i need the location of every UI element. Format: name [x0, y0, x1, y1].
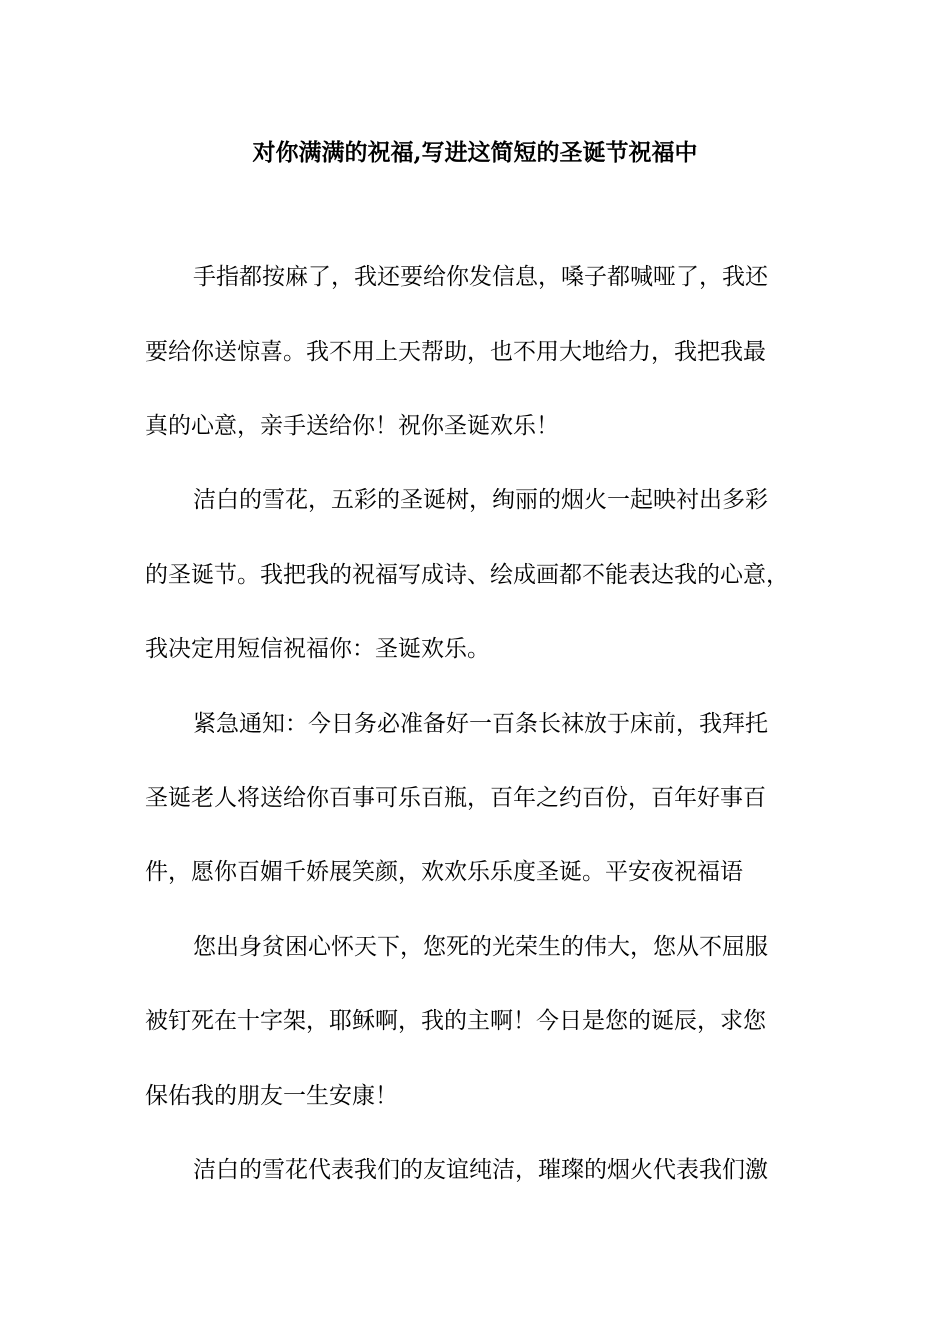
paragraph-4-line-1: 您出身贫困心怀天下，您死的光荣生的伟大，您从不屈服 [193, 934, 768, 960]
paragraph-1-line-1: 手指都按麻了，我还要给你发信息，嗓子都喊哑了，我还 [193, 264, 768, 290]
paragraph-5-line-1: 洁白的雪花代表我们的友谊纯洁，璀璨的烟火代表我们激 [193, 1157, 768, 1183]
paragraph-2-line-3: 我决定用短信祝福你：圣诞欢乐。 [145, 636, 490, 662]
paragraph-3-line-2: 圣诞老人将送给你百事可乐百瓶，百年之约百份，百年好事百 [145, 785, 766, 811]
paragraph-3-line-1: 紧急通知：今日务必准备好一百条长袜放于床前，我拜托 [193, 711, 768, 737]
paragraph-1-line-2: 要给你送惊喜。我不用上天帮助，也不用大地给力，我把我最 [145, 339, 766, 365]
paragraph-1-line-3: 真的心意，亲手送给你！祝你圣诞欢乐！ [145, 413, 559, 439]
document-title: 对你满满的祝福,写进这简短的圣诞节祝福中 [252, 139, 698, 166]
paragraph-2-line-2: 的圣诞节。我把我的祝福写成诗、绘成画都不能表达我的心意， [145, 562, 789, 588]
paragraph-4-line-2: 被钉死在十字架，耶稣啊，我的主啊！今日是您的诞辰，求您 [145, 1008, 766, 1034]
paragraph-3-line-3: 件，愿你百媚千娇展笑颜，欢欢乐乐度圣诞。平安夜祝福语 [145, 859, 743, 885]
paragraph-4-line-3: 保佑我的朋友一生安康！ [145, 1083, 398, 1109]
paragraph-2-line-1: 洁白的雪花，五彩的圣诞树，绚丽的烟火一起映衬出多彩 [193, 487, 768, 513]
